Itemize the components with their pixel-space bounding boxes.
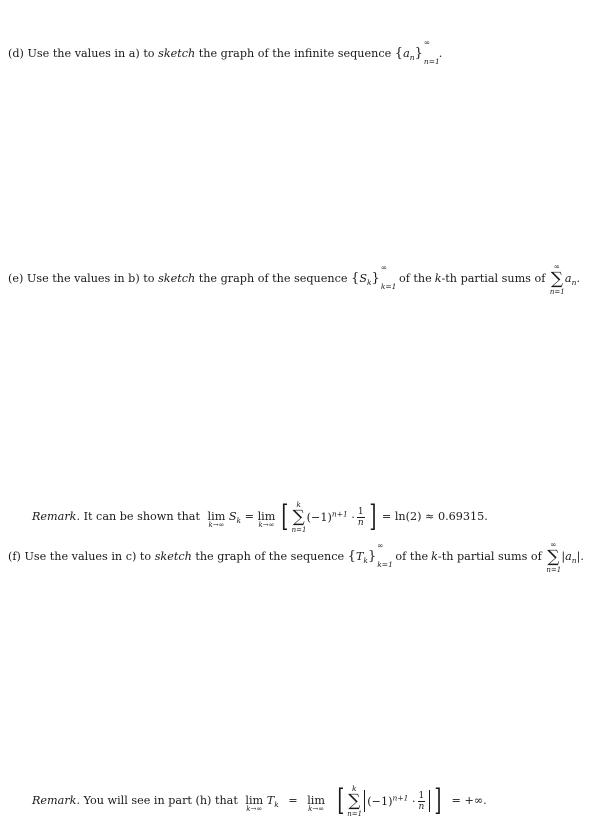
part-f-line: (f) Use the values in c) to sketch the graph of the sequence $\{T_k\}$ ∞ $_{k=1}$ of the k-th partial sums of ∞ ∑ n=1 $|a_n|$. [8,540,584,574]
remark-2-eq: = [288,794,298,807]
remark-1-eq: = [244,510,255,523]
remark-2-right-bracket: ] [434,783,442,818]
part-e-text-after2: -th partial sums of [441,272,546,285]
remark-2-text: You will see in part (h) that [83,794,238,807]
part-e-sum-term: a [564,272,572,285]
remark-1-result: = ln(2) ≈ 0.69315. [381,510,488,523]
remark-2-sum-symbol: k ∑ n=1 [347,784,363,818]
part-e-text: Use the values in b) to [26,272,155,285]
remark-1-sum-symbol: k ∑ n=1 [291,500,307,534]
remark-2-term: $(-1)^{n+1}$ · [367,792,416,808]
remark-1-fraction: $\frac{1}{n}$ [357,506,364,528]
remark-2-label: Remark. [32,794,81,807]
part-f-kth: k [431,550,438,563]
remark-2-left-bracket: [ [336,783,344,818]
part-e-emph: sketch [158,272,196,285]
part-f-text-mid: the graph of the sequence [195,550,345,563]
remark-1-left-bracket: [ [281,499,289,534]
part-f-label: (f) [8,550,21,563]
part-d-end: . [438,47,443,60]
part-e-text-after: of the [398,272,432,285]
part-d-line [8,38,443,67]
part-d-label: (d) [8,47,24,60]
remark-2-fraction: $\frac{1}{n}$ [418,790,425,812]
part-f-sum-term: a [565,550,572,563]
part-e-sum-symbol: ∞ ∑ n=1 [549,262,565,296]
part-e-text-mid: the graph of the sequence [198,272,348,285]
remark-2-abs-right [429,790,430,812]
remark-2-result: = +∞. [451,794,487,807]
part-d-sequence: $\{a_n\}$ ∞ $_{n=1}$ [394,38,440,67]
part-d-text-mid: the graph of the infinite sequence [198,47,392,60]
part-e-line: (e) Use the values in b) to sketch the graph of the sequence $\{S_k\}$ ∞ $_{k=1}$ of the k-th partial sums of ∞ ∑ n=1 $a_n$. [8,262,580,296]
remark-1-lim-1: lim k→∞ [207,510,226,529]
part-f-emph: sketch [154,550,192,563]
remark-1-line: Remark. It can be shown that lim k→∞ $S_k = \lim$ k→∞ [ k ∑ n=1 $(-1)^{n+1}$ · $\frac{1}{n}$ ] = ln(2) ≈ 0.69315. [32,499,488,534]
part-d-text: Use the values in a) to [27,47,155,60]
remark-2-lim-1: lim k→∞ [245,794,264,813]
part-d-emph: sketch [158,47,196,60]
remark-1-label: Remark. [32,510,81,523]
part-f-sum-symbol: ∞ ∑ n=1 [546,540,562,574]
remark-1-term: $(-1)^{n+1}$ · [306,508,355,524]
part-e-label: (e) [8,272,24,285]
remark-1-S: S [228,510,237,523]
remark-1-right-bracket: ] [368,499,376,534]
remark-2-abs-left [364,790,365,812]
remark-1-lim-2: lim k→∞ [257,510,276,529]
part-e-sequence: $\{S_k\}$ ∞ $_{k=1}$ [351,263,397,292]
remark-1-text: It can be shown that [83,510,200,523]
part-f-text: Use the values in c) to [24,550,152,563]
remark-2-lim-2: lim k→∞ [307,794,325,813]
part-f-text-after: of the [395,550,429,563]
part-e-kth: k [434,272,442,285]
remark-2-T: T [266,794,275,807]
remark-2-line: Remark. You will see in part (h) that lim k→∞ $T_k = \lim$ k→∞ [ k ∑ n=1 $(-1)^{n+1}$ · $\frac{1}{n}$ ] = +∞. [32,783,487,818]
part-f-text-after2: -th partial sums of [437,550,542,563]
part-f-sequence: $\{T_k\}$ ∞ $_{k=1}$ [347,541,393,570]
